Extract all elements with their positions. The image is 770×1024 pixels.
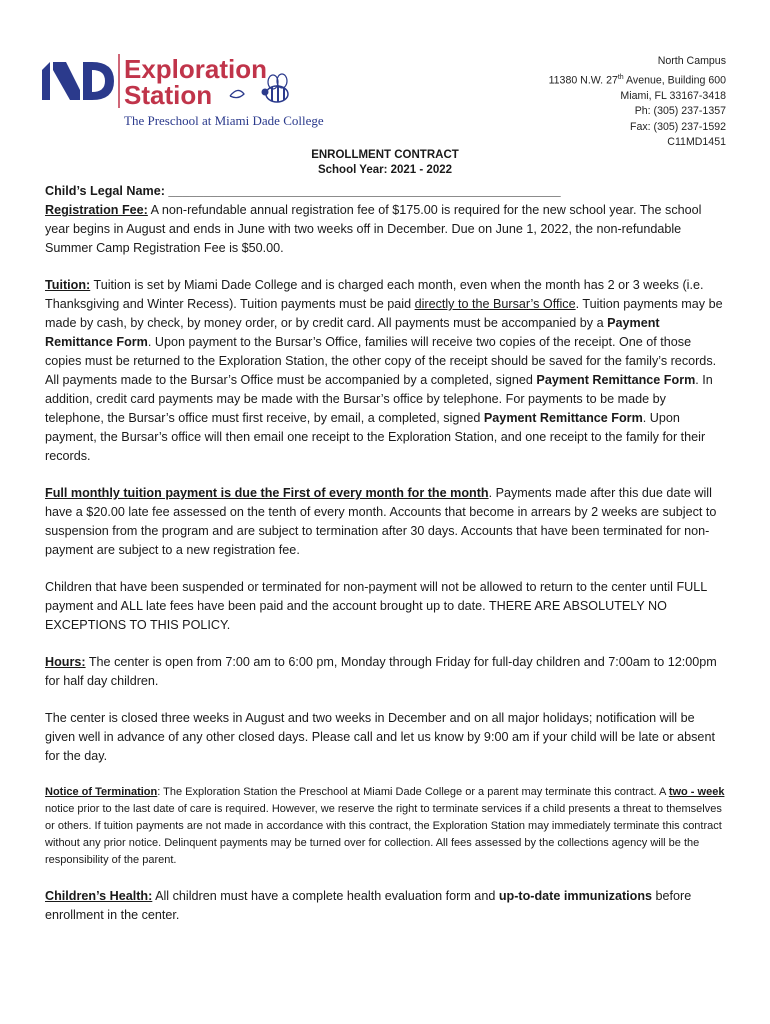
tuition-section: Tuition: Tuition is set by Miami Dade College and is charged each month, even when the month has 2 or 3 weeks (i.e. Thanksgiving and Winter Recess). Tuition payments must be paid directly to the Bursar’s Office. Tuition payments may be made by cash, by check, by money order, or by credit card. All payments must be accompanied by a Payment Remittance Form. Upon payment to the Bursar’s Office, families will receive two copies of the receipt. One of those copies must be returned to the Exploration Station, the other copy of the receipt should be saved for the family’s records. All payments made to the Bursar’s Office must be accompanied by a completed, signed Payment Remittance Form. In addition, credit card payments may be made with the Bursar’s office by telephone. For payments to be made by telephone, the Bursar’s office must first receive, by email, a completed, signed Payment Remittance Form. Upon payment, the Bursar’s office will then email one receipt to the Exploration Station, and one receipt to the family for their records.	[45, 278, 723, 463]
registration-fee-section: Registration Fee: A non-refundable annual registration fee of $175.00 is required for the new school year. The school year begins in August and ends in June with two weeks off in December. Due on June 1, 2022, the non-refundable Summer Camp Registration Fee is $50.00.	[45, 203, 702, 255]
logo-tagline: The Preschool at Miami Dade College	[124, 113, 324, 128]
exploration-station-logo	[42, 52, 362, 132]
campus-address	[549, 54, 726, 151]
hours-section: Hours: The center is open from 7:00 am to 6:00 pm, Monday through Friday for full-day children and 7:00am to 12:00pm for half day children.	[45, 655, 717, 688]
child-name-line: Child’s Legal Name: ________________________________________________________	[45, 184, 561, 198]
campus-city: Miami, FL 33167-3418	[620, 89, 726, 102]
document-title	[0, 148, 770, 178]
school-year: School Year: 2021 - 2022	[317, 164, 453, 176]
suspension-section: Children that have been suspended or terminated for non-payment will not be allowed to return to the center until FULL payment and ALL late fees have been paid and the account brought up to date. THERE ARE ABSOLUTELY NO EXCEPTIONS TO THIS POLICY.	[45, 580, 707, 632]
logo-word-station: Station	[124, 80, 213, 110]
logo-word-exploration: Exploration	[124, 54, 268, 84]
monthly-payment-section: Full monthly tuition payment is due the First of every month for the month. Payments made after this due date will have a $20.00 late fee assessed on the tenth of every month. Accounts that become in arrears by 2 weeks are subject to suspension from the program and are subject to termination after 30 days. Accounts that have been terminated for non-payment are subject to a new registration fee.	[45, 486, 717, 557]
contract-title: ENROLLMENT CONTRACT	[311, 149, 459, 161]
mdc-mark-icon	[42, 62, 114, 100]
campus-fax: Fax: (305) 237-1592	[630, 120, 726, 133]
closed-days-section: The center is closed three weeks in August and two weeks in December and on all major holidays; notification will be given well in advance of any other closed days. Please call and let us know by 9:00 am if your child will be late or absent for the day.	[45, 711, 715, 763]
health-section: Children’s Health: All children must have a complete health evaluation form and up-to-date immunizations before enrollment in the center.	[45, 889, 692, 922]
contract-body	[45, 182, 725, 925]
campus-code: C11MD1451	[667, 136, 726, 149]
campus-name: North Campus	[657, 55, 726, 67]
campus-phone: Ph: (305) 237-1357	[634, 105, 726, 118]
termination-section: Notice of Termination: The Exploration Station the Preschool at Miami Dade College or a parent may terminate this contract. A two - week notice prior to the last date of care is required. However, we reserve the right to terminate services if a child presents a threat to themselves or others. If tuition payments are not made in accordance with this contract, the Exploration Station may immediately terminate this contract without any prior notice. Delinquent payments may be turned over for collection. All fees assessed by the collections agency will be the responsibility of the parent.	[45, 786, 725, 866]
campus-street: 11380 N.W. 27th Avenue, Building 600	[548, 73, 726, 87]
